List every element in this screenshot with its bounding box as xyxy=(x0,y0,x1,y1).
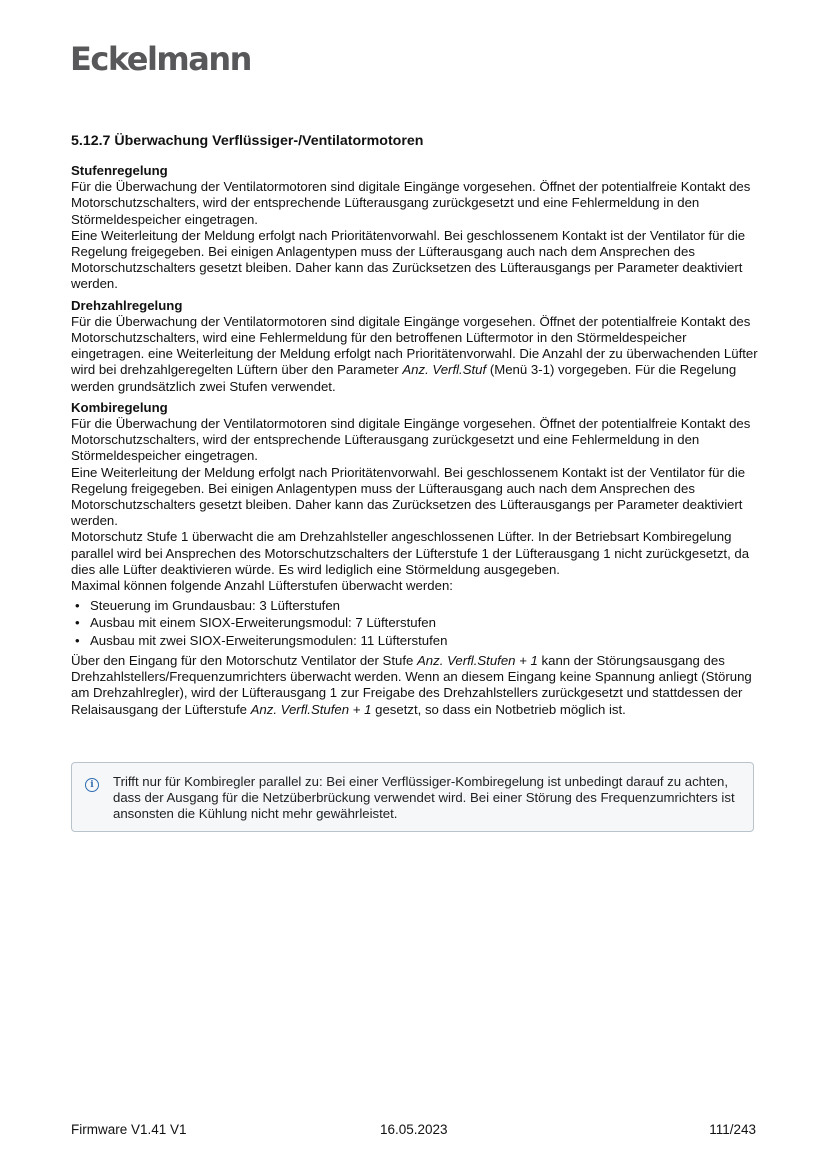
kombiregelung-paragraph-4: Maximal können folgende Anzahl Lüfterstufen überwacht werden: xyxy=(71,578,453,594)
text-run: (Menü 3-1) vorgegeben. Für die Regelung werden grundsätzlich zwei Stufen verwendet. xyxy=(71,362,737,394)
main-content xyxy=(71,132,761,723)
text-run: gesetzt, so dass ein Notbetrieb möglich ist. xyxy=(371,701,626,717)
kombiregelung-heading: Kombiregelung xyxy=(71,399,168,415)
note-text: Trifft nur für Kombiregler parallel zu: Bei einer Verflüssiger-Kombiregelung ist unbedingt darauf zu achten, dass der Ausgang für die Netzüberbrückung verwendet wird. Bei einer Störung des Frequenzumrichters ist ansonsten die Kühlung nicht mehr gewährleistet. xyxy=(113,774,735,822)
drehzahlregelung-heading: Drehzahlregelung xyxy=(71,297,183,313)
text-run: Über den Eingang für den Motorschutz Ventilator der Stufe xyxy=(71,652,418,668)
text-run: kann der Störungsausgang des Drehzahlstellers/Frequenzumrichters überwacht werden. Wenn an diesem Eingang keine Spannung anliegt (Störung am Drehzahlregler), wird der Lüfterausgang 1 zur Freigabe des Drehzahlstellers zurückgesetzt und stattdessen der Relaisausgang der Lüfterstufe xyxy=(71,652,752,717)
text-run: Für die Überwachung der Ventilatormotoren sind digitale Eingänge vorgesehen. Öffnet der potentialfreie Kontakt des Motorschutzschalters, wird eine Fehlermeldung für den betroffenen Lüftermotor in den Störmeldespeicher eingetragen. eine Weiterleitung der Meldung erfolgt nach Prioritätenvorwahl. Die Anzahl der zu überwachenden Lüfter wird bei drehzahlgeregelten Lüftern über den Parameter xyxy=(71,313,758,378)
kombiregelung-paragraph-2: Eine Weiterleitung der Meldung erfolgt nach Prioritätenvorwahl. Bei geschlossenem Kontakt ist der Ventilator für die Regelung freigegeben. Bei einigen Anlagentypen muss der Lüfterausgang auch nach dem Ansprechen des Motorschutzschalters gesetzt bleiben. Daher kann das Zurücksetzen des Lüfterausgangs per Parameter deaktiviert werden. xyxy=(71,464,746,529)
stufenregelung-paragraph-1: Für die Überwachung der Ventilatormotoren sind digitale Eingänge vorgesehen. Öffnet der potentialfreie Kontakt des Motorschutzschalters, wird der entsprechende Lüfterausgang zurückgesetzt und eine Fehlermeldung in den Störmeldespeicher eingetragen. xyxy=(71,179,751,227)
kombiregelung-block xyxy=(71,400,761,718)
drehzahlregelung-paragraph xyxy=(71,314,761,395)
info-icon: i xyxy=(85,778,99,792)
parameter-name: Anz. Verfl.Stufen + 1 xyxy=(250,701,372,717)
page-footer xyxy=(71,1122,756,1140)
footer-firmware: Firmware V1.41 V1 xyxy=(71,1122,187,1137)
footer-date: 16.05.2023 xyxy=(380,1122,448,1137)
info-note-box xyxy=(71,762,754,832)
kombiregelung-paragraph-1: Für die Überwachung der Ventilatormotoren sind digitale Eingänge vorgesehen. Öffnet der potentialfreie Kontakt des Motorschutzschalters, wird der entsprechende Lüfterausgang zurückgesetzt und eine Fehlermeldung in den Störmeldespeicher eingetragen. xyxy=(71,416,751,464)
list-item: • Steuerung im Grundausbau: 3 Lüfterstufen xyxy=(71,598,761,614)
stufenregelung-block xyxy=(71,163,761,293)
stufenregelung-heading: Stufenregelung xyxy=(71,163,168,178)
list-item: • Ausbau mit einem SIOX-Erweiterungsmodul: 7 Lüfterstufen xyxy=(71,615,761,631)
eckelmann-logo: Eckelmann xyxy=(70,40,251,78)
list-item: • Ausbau mit zwei SIOX-Erweiterungsmodulen: 11 Lüfterstufen xyxy=(71,633,761,649)
footer-page-number: 111/243 xyxy=(709,1122,756,1137)
drehzahlregelung-block xyxy=(71,298,761,395)
fan-stage-list xyxy=(71,598,761,649)
kombiregelung-paragraph-5 xyxy=(71,653,761,718)
parameter-name: Anz. Verfl.Stufen + 1 xyxy=(417,652,538,668)
stufenregelung-paragraph-2: Eine Weiterleitung der Meldung erfolgt nach Prioritätenvorwahl. Bei geschlossenem Kontakt ist der Ventilator für die Regelung freigegeben. Bei einigen Anlagentypen muss der Lüfterausgang auch nach dem Ansprechen des Motorschutzschalters gesetzt bleiben. Daher kann das Zurücksetzen des Lüfterausgangs per Parameter deaktiviert werden. xyxy=(71,227,746,292)
section-title: 5.12.7 Überwachung Verflüssiger-/Ventilatormotoren xyxy=(71,133,424,149)
kombiregelung-paragraph-3: Motorschutz Stufe 1 überwacht die am Drehzahlsteller angeschlossenen Lüfter. In der Betriebsart Kombiregelung parallel wird bei Ansprechen des Motorschutzschalters der Lüfterstufe 1 der Lüfterausgang 1 nicht zurückgesetzt, da dies alle Lüfter deaktivieren würde. Es wird lediglich eine Störmeldung ausgegeben. xyxy=(71,529,750,577)
parameter-name: Anz. Verfl.Stuf xyxy=(402,362,487,378)
